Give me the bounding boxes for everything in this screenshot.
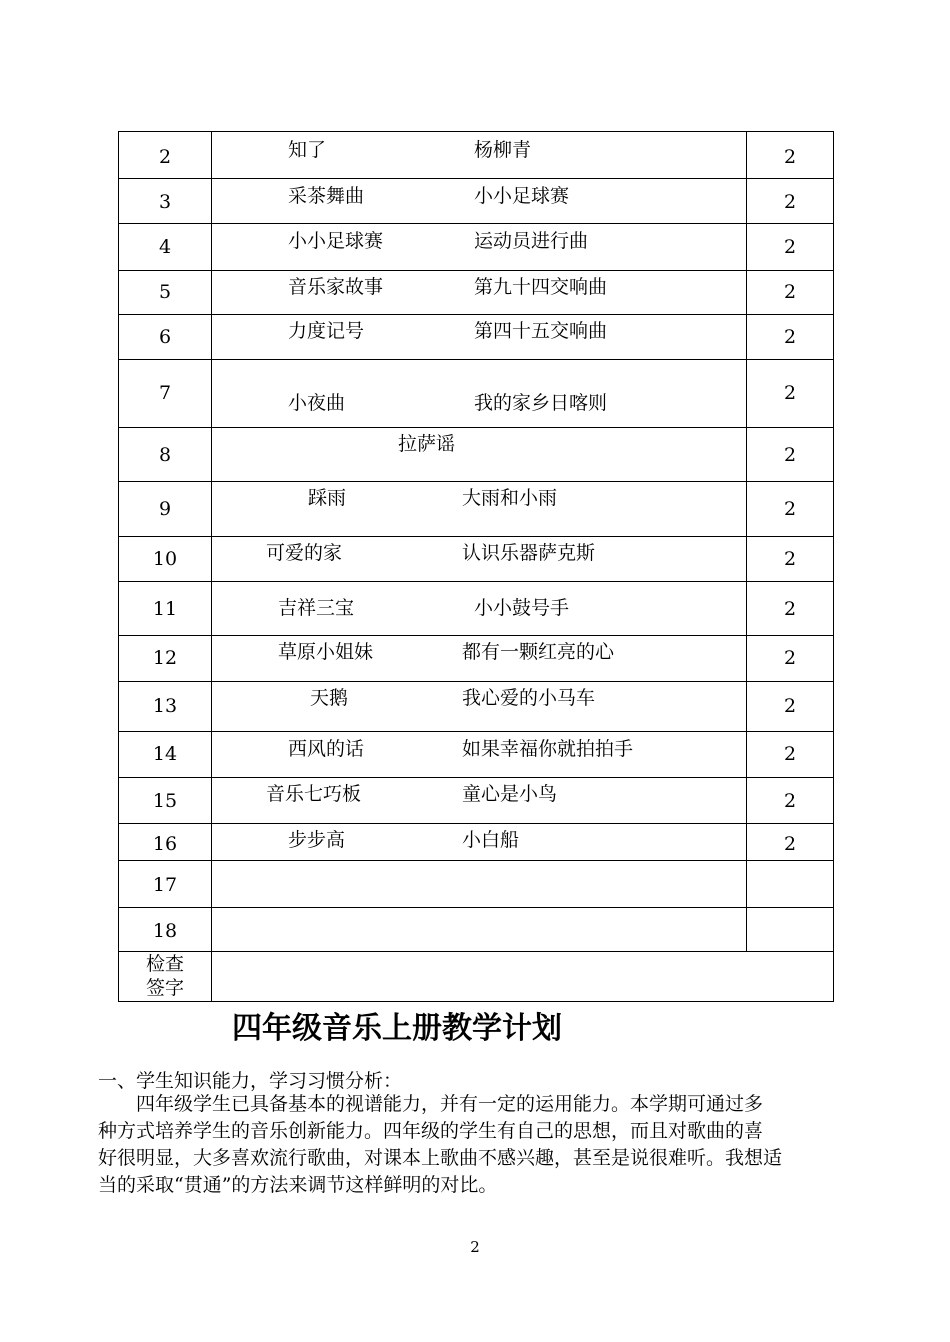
table-row bbox=[119, 315, 834, 360]
row-number: 12 bbox=[152, 647, 178, 669]
lesson-title-b: 童心是小鸟 bbox=[462, 783, 558, 805]
page-number: 2 bbox=[470, 1238, 480, 1256]
lesson-title-a: 吉祥三宝 bbox=[278, 597, 355, 619]
row-number: 15 bbox=[152, 790, 178, 812]
row-number: 17 bbox=[152, 874, 178, 896]
row-hours: 2 bbox=[783, 236, 797, 258]
row-number: 8 bbox=[158, 444, 172, 466]
lesson-title-a: 步步高 bbox=[288, 829, 346, 851]
row-number: 5 bbox=[158, 281, 172, 303]
schedule-table bbox=[118, 131, 834, 1002]
paragraph-line: 四年级学生已具备基本的视谱能力，并有一定的运用能力。本学期可通过多 bbox=[98, 1093, 764, 1115]
lesson-title-b: 小白船 bbox=[462, 829, 520, 851]
table-row bbox=[119, 132, 834, 179]
row-hours: 2 bbox=[783, 281, 797, 303]
lesson-title-b: 大雨和小雨 bbox=[462, 487, 558, 509]
lesson-title-a: 西风的话 bbox=[288, 738, 365, 760]
paragraph-line: 种方式培养学生的音乐创新能力。四年级的学生有自己的思想，而且对歌曲的喜 bbox=[98, 1120, 764, 1142]
row-hours: 2 bbox=[783, 743, 797, 765]
table-row bbox=[119, 682, 834, 732]
row-hours: 2 bbox=[783, 647, 797, 669]
table-row bbox=[119, 179, 834, 224]
lesson-title-b: 杨柳青 bbox=[474, 139, 532, 161]
table-row bbox=[119, 360, 834, 428]
lesson-title-b: 我的家乡日喀则 bbox=[474, 392, 608, 414]
lesson-title-a: 采茶舞曲 bbox=[288, 185, 365, 207]
table-row bbox=[119, 428, 834, 482]
table-row bbox=[119, 732, 834, 778]
row-hours: 2 bbox=[783, 695, 797, 717]
row-hours: 2 bbox=[783, 382, 797, 404]
lesson-title-b: 小小鼓号手 bbox=[474, 597, 570, 619]
lesson-title-b: 小小足球赛 bbox=[474, 185, 570, 207]
lesson-title-a: 知了 bbox=[288, 139, 327, 161]
lesson-title-a: 踩雨 bbox=[308, 487, 347, 509]
signature-label-line1: 检查 bbox=[145, 953, 184, 975]
row-hours: 2 bbox=[783, 598, 797, 620]
document-title: 四年级音乐上册教学计划 bbox=[232, 1011, 562, 1046]
lesson-title-a: 天鹅 bbox=[310, 687, 349, 709]
table-row bbox=[119, 271, 834, 315]
row-number: 11 bbox=[152, 598, 178, 620]
lesson-title-a: 小夜曲 bbox=[288, 392, 346, 414]
row-number: 6 bbox=[158, 326, 172, 348]
lesson-title-b: 运动员进行曲 bbox=[474, 230, 589, 252]
lesson-title-b: 如果幸福你就拍拍手 bbox=[462, 738, 634, 760]
lesson-title-a: 小小足球赛 bbox=[288, 230, 384, 252]
signature-row bbox=[119, 952, 834, 1002]
paragraph-line: 当的采取“贯通”的方法来调节这样鲜明的对比。 bbox=[98, 1174, 498, 1196]
row-hours: 2 bbox=[783, 548, 797, 570]
row-number: 9 bbox=[158, 498, 172, 520]
table-row bbox=[119, 537, 834, 582]
lesson-title-b: 我心爱的小马车 bbox=[462, 687, 596, 709]
table-row bbox=[119, 861, 834, 908]
lesson-title-b: 第四十五交响曲 bbox=[474, 320, 608, 342]
row-number: 4 bbox=[158, 236, 172, 258]
lesson-title-b: 认识乐器萨克斯 bbox=[462, 542, 596, 564]
lesson-title-a: 草原小姐妹 bbox=[278, 641, 374, 663]
table-row bbox=[119, 636, 834, 682]
row-number: 2 bbox=[158, 146, 172, 168]
row-number: 10 bbox=[152, 548, 178, 570]
table-row bbox=[119, 778, 834, 824]
row-hours: 2 bbox=[783, 326, 797, 348]
row-hours: 2 bbox=[783, 790, 797, 812]
row-hours: 2 bbox=[783, 498, 797, 520]
lesson-title-a: 可爱的家 bbox=[266, 542, 343, 564]
lesson-title-b: 都有一颗红亮的心 bbox=[462, 641, 615, 663]
lesson-title-a: 力度记号 bbox=[288, 320, 365, 342]
row-number: 16 bbox=[152, 833, 178, 855]
lesson-title-b: 第九十四交响曲 bbox=[474, 276, 608, 298]
row-number: 13 bbox=[152, 695, 178, 717]
row-hours: 2 bbox=[783, 146, 797, 168]
signature-field bbox=[212, 952, 834, 1002]
table-row bbox=[119, 224, 834, 271]
row-hours: 2 bbox=[783, 191, 797, 213]
table-row bbox=[119, 482, 834, 537]
analysis-paragraph bbox=[98, 1091, 858, 1199]
row-number: 3 bbox=[158, 191, 172, 213]
paragraph-line: 好很明显，大多喜欢流行歌曲，对课本上歌曲不感兴趣，甚至是说很难听。我想适 bbox=[98, 1147, 783, 1169]
lesson-title-a: 音乐家故事 bbox=[288, 276, 384, 298]
signature-label-line2: 签字 bbox=[145, 977, 184, 999]
lesson-title-a: 拉萨谣 bbox=[398, 433, 456, 455]
section-heading: 一、学生知识能力，学习习惯分析： bbox=[98, 1070, 403, 1092]
row-number: 18 bbox=[152, 920, 178, 942]
table-row bbox=[119, 582, 834, 636]
table-row bbox=[119, 824, 834, 861]
row-number: 14 bbox=[152, 743, 178, 765]
lesson-title-a: 音乐七巧板 bbox=[266, 783, 362, 805]
row-number: 7 bbox=[158, 382, 172, 404]
table-row bbox=[119, 908, 834, 952]
row-hours: 2 bbox=[783, 833, 797, 855]
row-hours: 2 bbox=[783, 444, 797, 466]
